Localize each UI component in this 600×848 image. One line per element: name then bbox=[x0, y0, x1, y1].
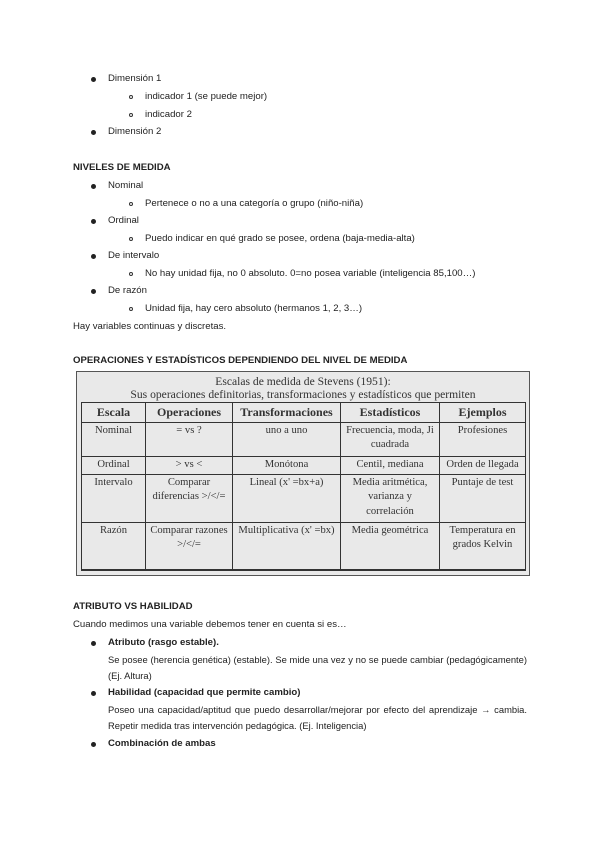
habilidad-desc: Poseo una capacidad/aptitud que puedo desarrollar/mejorar por efecto del aprendizaje → cambia. Repetir medida tras intervención pedagógica. (Ej. Inteligencia) bbox=[108, 704, 527, 731]
figure-subtitle: Sus operaciones definitorias, transformaciones y estadísticos que permiten bbox=[130, 388, 476, 401]
bullet-icon bbox=[91, 77, 96, 82]
habilidad-label: Habilidad (capacidad que permite cambio) bbox=[108, 687, 301, 698]
table-cell: Profesiones bbox=[440, 422, 526, 456]
circle-bullet-icon bbox=[129, 113, 133, 117]
niveles-heading: NIVELES DE MEDIDA bbox=[73, 162, 171, 173]
col-header: Escala bbox=[82, 403, 146, 423]
nivel-intervalo: De intervalo bbox=[108, 250, 160, 261]
table-cell: Orden de llegada bbox=[440, 456, 526, 474]
figure-title: Escalas de medida de Stevens (1951): bbox=[215, 375, 391, 388]
circle-bullet-icon bbox=[129, 95, 133, 99]
operaciones-heading: OPERACIONES Y ESTADÍSTICOS DEPENDIENDO DEL NIVEL DE MEDIDA bbox=[73, 355, 408, 366]
table-cell: Media geométrica bbox=[341, 522, 440, 570]
table-cell: > vs < bbox=[146, 456, 233, 474]
nivel-razon-desc: Unidad fija, hay cero absoluto (hermanos 1, 2, 3…) bbox=[145, 303, 363, 314]
table-row bbox=[82, 456, 526, 474]
table-cell: Ordinal bbox=[82, 456, 146, 474]
circle-bullet-icon bbox=[129, 202, 133, 206]
table-row bbox=[82, 422, 526, 456]
circle-bullet-icon bbox=[129, 237, 133, 241]
nivel-nominal-desc: Pertenece o no a una categoría o grupo (niño-niña) bbox=[145, 198, 364, 209]
col-header: Estadísticos bbox=[341, 403, 440, 423]
bullet-icon bbox=[91, 130, 96, 135]
table-cell: Monótona bbox=[233, 456, 341, 474]
bullet-icon bbox=[91, 641, 96, 646]
col-header: Operaciones bbox=[146, 403, 233, 423]
nivel-nominal: Nominal bbox=[108, 180, 144, 191]
table-row bbox=[82, 522, 526, 570]
combinacion-label: Combinación de ambas bbox=[108, 738, 216, 749]
indicador-2: indicador 2 bbox=[145, 109, 192, 120]
dimension-2: Dimensión 2 bbox=[108, 126, 162, 137]
table-cell: Temperatura en grados Kelvin bbox=[440, 522, 526, 570]
atributo-desc: Se posee (herencia genética) (estable). Se mide una vez y no se puede cambiar (pedagógicamente) (Ej. Altura) bbox=[108, 654, 527, 681]
bullet-icon bbox=[91, 289, 96, 294]
atributo-label: Atributo (rasgo estable). bbox=[108, 637, 219, 648]
table-cell: = vs ? bbox=[146, 422, 233, 456]
table-cell: uno a uno bbox=[233, 422, 341, 456]
bullet-icon bbox=[91, 219, 96, 224]
stevens-table-figure bbox=[76, 371, 530, 576]
table-cell: Razón bbox=[82, 522, 146, 570]
table-cell: Multiplicativa (x' =bx) bbox=[233, 522, 341, 570]
circle-bullet-icon bbox=[129, 272, 133, 276]
table-header-row bbox=[82, 403, 526, 423]
col-header: Ejemplos bbox=[440, 403, 526, 423]
bullet-icon bbox=[91, 742, 96, 747]
table-cell: Centil, mediana bbox=[341, 456, 440, 474]
atributo-heading: ATRIBUTO VS HABILIDAD bbox=[73, 601, 193, 612]
bullet-icon bbox=[91, 184, 96, 189]
stevens-table bbox=[81, 402, 526, 571]
table-cell: Intervalo bbox=[82, 474, 146, 522]
table-cell: Comparar razones >/</= bbox=[146, 522, 233, 570]
circle-bullet-icon bbox=[129, 307, 133, 311]
nivel-razon: De razón bbox=[108, 285, 147, 296]
table-cell: Puntaje de test bbox=[440, 474, 526, 522]
table-cell: Lineal (x' =bx+a) bbox=[233, 474, 341, 522]
bullet-icon bbox=[91, 691, 96, 696]
nivel-ordinal: Ordinal bbox=[108, 215, 139, 226]
variables-note: Hay variables continuas y discretas. bbox=[73, 321, 227, 332]
table-cell: Frecuencia, moda, Ji cuadrada bbox=[341, 422, 440, 456]
nivel-ordinal-desc: Puedo indicar en qué grado se posee, ordena (baja-media-alta) bbox=[145, 233, 415, 244]
table-cell: Nominal bbox=[82, 422, 146, 456]
table-cell: Media aritmética, varianza y correlación bbox=[341, 474, 440, 522]
dimension-1: Dimensión 1 bbox=[108, 73, 162, 84]
table-cell: Comparar diferencias >/</= bbox=[146, 474, 233, 522]
col-header: Transformaciones bbox=[233, 403, 341, 423]
nivel-intervalo-desc: No hay unidad fija, no 0 absoluto. 0=no posea variable (inteligencia 85,100…) bbox=[145, 268, 476, 279]
indicador-1: indicador 1 (se puede mejor) bbox=[145, 91, 268, 102]
atributo-intro: Cuando medimos una variable debemos tener en cuenta si es… bbox=[73, 619, 347, 630]
table-row bbox=[82, 474, 526, 522]
bullet-icon bbox=[91, 254, 96, 259]
